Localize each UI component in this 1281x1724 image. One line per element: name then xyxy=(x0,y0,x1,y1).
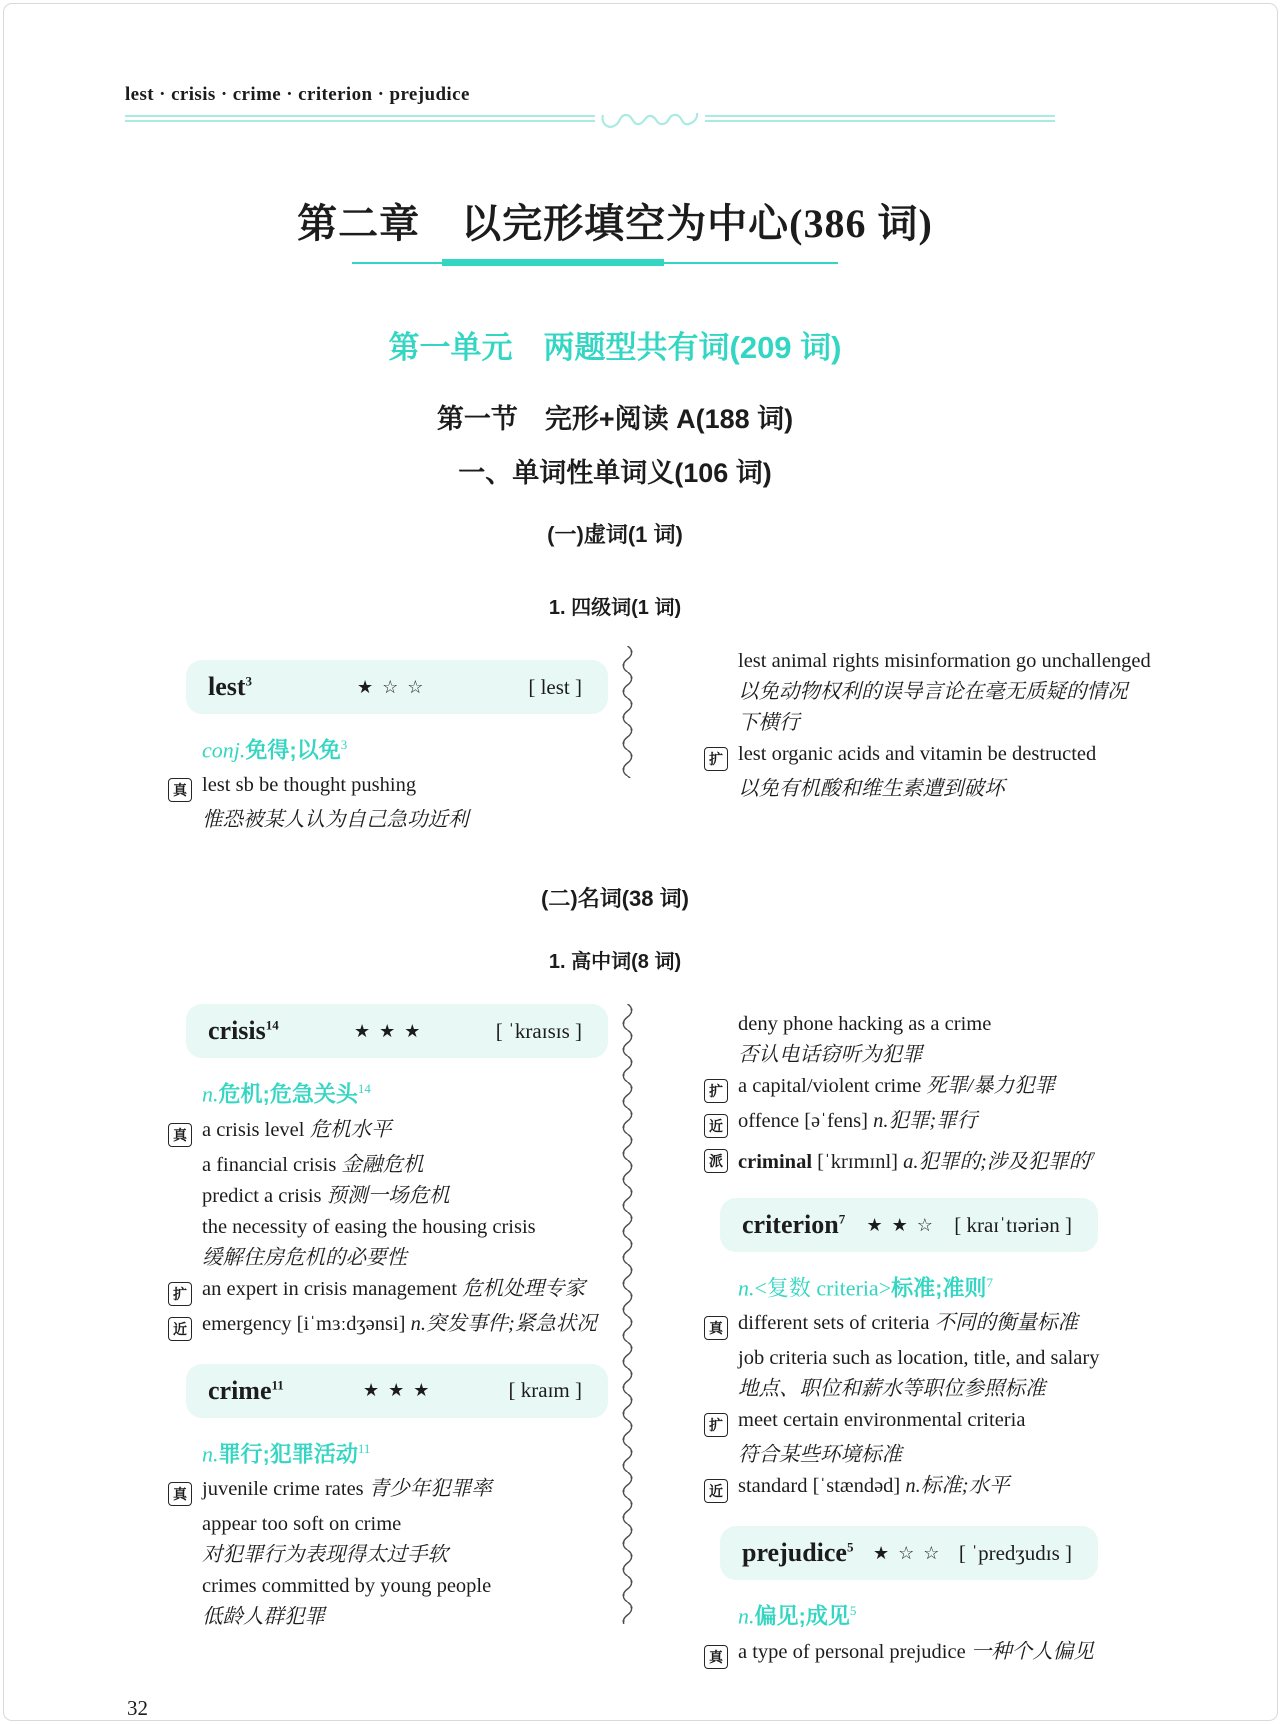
definition-superscript: 3 xyxy=(340,737,348,752)
nouns-right-column xyxy=(648,1004,1164,1671)
frequency-superscript: 14 xyxy=(265,1017,279,1033)
example-line xyxy=(704,1637,1164,1672)
example-line xyxy=(704,1040,1164,1071)
example-english: juvenile crime rates xyxy=(202,1477,369,1500)
definition-chinese: 偏见;成见 xyxy=(754,1603,850,1629)
example-chinese: 金融危机 xyxy=(341,1153,424,1176)
example-english: [ˈkrɪmɪnl] xyxy=(812,1151,904,1174)
example-text xyxy=(202,1181,450,1212)
tag-spacer xyxy=(704,1440,738,1471)
example-line xyxy=(704,1440,1164,1471)
pos-abbreviation: conj. xyxy=(202,737,246,763)
example-text xyxy=(202,1571,491,1602)
noun-section-headings xyxy=(125,882,1105,974)
example-chinese: 犯罪的;涉及犯罪的 xyxy=(918,1151,1090,1174)
example-line xyxy=(704,1405,1164,1440)
phonetic-transcription: [ ˈpredʒudɪs ] xyxy=(958,1540,1072,1565)
example-line xyxy=(168,770,608,805)
real-exam-tag-icon: 真 xyxy=(168,1482,192,1506)
definition-chinese: 罪行;犯罪活动 xyxy=(218,1440,358,1466)
definition-superscript: 7 xyxy=(986,1275,993,1291)
headword-text: crime xyxy=(208,1375,272,1405)
column-divider xyxy=(608,646,648,778)
example-chinese: 惟恐被某人认为自己急功近利 xyxy=(202,809,469,832)
page-number: 32 xyxy=(127,1695,148,1720)
example-line xyxy=(168,1509,608,1540)
example-line xyxy=(168,1115,608,1150)
star-rating: ★☆☆ xyxy=(356,676,433,697)
tag-spacer xyxy=(168,1509,202,1540)
column-divider xyxy=(608,1004,648,1624)
word-card-prejudice xyxy=(720,1526,1098,1580)
level-heading-cet4: 1. 四级词(1 词) xyxy=(548,597,682,619)
frequency-superscript: 11 xyxy=(271,1377,284,1392)
tag-column xyxy=(168,1474,202,1509)
example-english: lest sb be thought pushing xyxy=(202,774,417,797)
inline-pos: a. xyxy=(903,1151,919,1174)
headword xyxy=(742,1538,853,1568)
word-card-crisis xyxy=(186,1004,608,1058)
tag-spacer xyxy=(168,1181,202,1212)
tag-spacer xyxy=(168,1243,202,1274)
tag-column xyxy=(168,770,202,805)
example-line xyxy=(704,1343,1164,1374)
example-english: appear too soft on crime xyxy=(202,1512,402,1535)
example-text xyxy=(738,1374,1046,1405)
example-text xyxy=(202,1115,392,1150)
tag-spacer xyxy=(704,677,738,708)
example-line xyxy=(704,1009,1164,1040)
tag-spacer xyxy=(704,1009,738,1040)
headword-text: prejudice xyxy=(742,1538,847,1568)
frequency-superscript: 3 xyxy=(245,673,253,689)
pos-abbreviation: n. xyxy=(738,1275,755,1301)
example-english: the necessity of easing the housing crisis xyxy=(202,1215,536,1238)
expand-tag-icon: 扩 xyxy=(704,747,728,771)
pos-definition-line xyxy=(738,1268,1164,1303)
example-english: lest organic acids and vitamin be destructed xyxy=(738,743,1097,765)
plural-note: <复数 criteria> xyxy=(754,1275,892,1301)
definition-chinese: 免得;以免 xyxy=(245,737,341,763)
headword-text: criterion xyxy=(742,1210,839,1240)
tag-column xyxy=(168,1274,202,1309)
lest-entry-section xyxy=(168,646,1281,836)
definition-chinese: 危机;危急关头 xyxy=(218,1081,358,1107)
pos-abbreviation: n. xyxy=(202,1081,219,1107)
example-text xyxy=(202,1309,597,1344)
section-title: 第一节 完形+阅读 A(188 词) xyxy=(436,404,794,434)
example-text xyxy=(738,1040,923,1071)
derivative-tag-icon: 派 xyxy=(704,1149,728,1173)
example-line xyxy=(704,1071,1164,1106)
tag-column xyxy=(704,1405,738,1440)
pos-definition-line xyxy=(202,1434,608,1469)
star-rating: ★★★ xyxy=(354,1020,430,1041)
phonetic-transcription: [ kraɪm ] xyxy=(508,1378,582,1403)
nouns-left-column xyxy=(168,1004,608,1633)
example-line xyxy=(704,1106,1164,1141)
example-chinese: 下横行 xyxy=(738,712,800,734)
example-chinese: 青少年犯罪率 xyxy=(368,1477,492,1500)
tag-column xyxy=(704,1106,738,1141)
example-line xyxy=(168,1212,608,1243)
example-text xyxy=(202,1274,585,1309)
example-chinese: 缓解住房危机的必要性 xyxy=(202,1246,407,1269)
word-card-crime xyxy=(186,1364,608,1418)
example-line xyxy=(704,677,1164,708)
example-chinese: 以免动物权利的误导言论在毫无质疑的情况 xyxy=(738,681,1128,703)
chapter-title: 第二章 以完形填空为中心(386 词) xyxy=(297,201,933,246)
tag-column xyxy=(704,1637,738,1672)
example-line xyxy=(704,1374,1164,1405)
definition-superscript: 7 xyxy=(1089,1149,1096,1164)
headword xyxy=(742,1210,845,1240)
example-english: an expert in crisis management xyxy=(202,1277,463,1300)
example-chinese: 危机处理专家 xyxy=(462,1277,586,1300)
subsection-title: 一、单词性单词义(106 词) xyxy=(458,458,772,488)
example-line xyxy=(168,1474,608,1509)
tag-spacer xyxy=(704,1343,738,1374)
example-line xyxy=(168,1274,608,1309)
phonetic-transcription: [ ˈkraɪsɪs ] xyxy=(495,1018,582,1043)
star-rating: ★★☆ xyxy=(866,1214,942,1235)
headword-text: lest xyxy=(208,672,246,701)
example-line xyxy=(168,1571,608,1602)
real-exam-tag-icon: 真 xyxy=(168,1123,192,1147)
example-chinese: 死罪/暴力犯罪 xyxy=(926,1075,1056,1098)
derived-word: criminal xyxy=(738,1151,813,1174)
example-chinese: 标准;水平 xyxy=(920,1475,1010,1498)
header-divider-rule xyxy=(125,115,1055,122)
word-card-criterion xyxy=(720,1198,1098,1252)
example-line xyxy=(704,646,1164,677)
tag-spacer xyxy=(704,1040,738,1071)
tag-spacer xyxy=(168,1602,202,1633)
pos-definition-line xyxy=(202,1074,608,1109)
tag-column xyxy=(168,1309,202,1344)
example-english: predict a crisis xyxy=(202,1184,327,1207)
example-english: meet certain environmental criteria xyxy=(738,1409,1026,1432)
example-line xyxy=(168,1181,608,1212)
example-chinese: 符合某些环境标准 xyxy=(738,1444,902,1467)
tag-column xyxy=(704,1471,738,1506)
pos-definition-line xyxy=(202,730,608,765)
tag-column xyxy=(168,1115,202,1150)
definition-superscript: 11 xyxy=(357,1440,371,1456)
example-text xyxy=(738,739,1096,774)
example-text xyxy=(202,805,469,836)
example-text xyxy=(202,1602,325,1633)
expand-tag-icon: 扩 xyxy=(704,1079,728,1103)
example-text xyxy=(738,1009,991,1040)
example-english: a capital/violent crime xyxy=(738,1075,927,1098)
tag-column xyxy=(704,1141,738,1178)
tag-column xyxy=(704,1308,738,1343)
star-rating: ★★★ xyxy=(362,1380,439,1401)
pos-definition-line xyxy=(738,1596,1164,1631)
tag-spacer xyxy=(168,1540,202,1571)
example-english: a crisis level xyxy=(202,1118,310,1141)
group-heading-function-words: (一)虚词(1 词) xyxy=(547,522,683,547)
tag-spacer xyxy=(168,1150,202,1181)
level-heading-highschool: 1. 高中词(8 词) xyxy=(548,951,682,974)
lest-right-column xyxy=(648,646,1164,805)
example-line xyxy=(704,1308,1164,1343)
example-chinese: 对犯罪行为表现得太过手软 xyxy=(202,1543,448,1566)
example-english: job criteria such as location, title, and salary xyxy=(738,1347,1100,1370)
example-text xyxy=(738,646,1151,677)
example-text xyxy=(202,1212,536,1243)
real-exam-tag-icon: 真 xyxy=(704,1316,728,1340)
squiggle-divider-icon xyxy=(621,646,635,778)
example-chinese: 突发事件;紧急状况 xyxy=(425,1312,597,1335)
expand-tag-icon: 扩 xyxy=(704,1413,728,1437)
example-line xyxy=(168,1540,608,1571)
running-head-words: lest · crisis · crime · criterion · prejudice xyxy=(125,84,470,105)
headword xyxy=(208,672,252,702)
synonym-tag-icon: 近 xyxy=(704,1114,728,1138)
unit-title: 第一单元 两题型共有词(209 词) xyxy=(388,330,842,365)
frequency-superscript: 7 xyxy=(838,1211,846,1227)
headword xyxy=(208,1376,284,1406)
example-text xyxy=(202,1243,407,1274)
example-text xyxy=(738,1343,1099,1374)
example-text xyxy=(738,1440,902,1471)
tag-spacer xyxy=(704,646,738,677)
example-chinese: 犯罪;罪行 xyxy=(888,1110,978,1133)
example-chinese: 地点、职位和薪水等职位参照标准 xyxy=(738,1378,1046,1401)
definition-chinese: 标准;准则 xyxy=(891,1275,987,1301)
example-chinese: 危机水平 xyxy=(309,1118,392,1141)
example-line xyxy=(168,1602,608,1633)
tag-spacer xyxy=(168,1571,202,1602)
example-line xyxy=(168,805,608,836)
example-text xyxy=(202,1540,448,1571)
example-english: emergency [iˈmɜːdʒənsi] xyxy=(202,1312,411,1335)
example-text xyxy=(738,1071,1055,1106)
example-chinese: 一种个人偏见 xyxy=(970,1640,1094,1663)
tag-column xyxy=(704,739,738,774)
lest-left-column xyxy=(168,646,608,836)
example-text xyxy=(738,1141,1095,1178)
example-line xyxy=(704,708,1164,739)
tag-spacer xyxy=(168,1212,202,1243)
page-headings xyxy=(125,192,1105,620)
example-english: different sets of criteria xyxy=(738,1312,935,1335)
example-text xyxy=(738,677,1128,708)
example-line xyxy=(704,1141,1164,1178)
synonym-tag-icon: 近 xyxy=(704,1479,728,1503)
example-text xyxy=(738,774,1005,805)
example-english: deny phone hacking as a crime xyxy=(738,1013,992,1036)
decorative-curl-icon xyxy=(595,105,705,135)
example-text xyxy=(202,1474,492,1509)
tag-spacer xyxy=(704,708,738,739)
word-card-lest xyxy=(186,660,608,714)
tag-spacer xyxy=(704,1374,738,1405)
inline-pos: n. xyxy=(873,1110,889,1133)
inline-pos: n. xyxy=(905,1475,921,1498)
example-text xyxy=(738,1405,1025,1440)
example-text xyxy=(202,1509,401,1540)
example-chinese: 否认电话窃听为犯罪 xyxy=(738,1044,923,1067)
example-line xyxy=(704,739,1164,774)
squiggle-divider-icon xyxy=(621,1004,635,1624)
example-line xyxy=(168,1309,608,1344)
example-chinese: 预测一场危机 xyxy=(326,1184,450,1207)
example-text xyxy=(738,1471,1010,1506)
tag-column xyxy=(704,1071,738,1106)
frequency-superscript: 5 xyxy=(846,1539,854,1555)
example-chinese: 以免有机酸和维生素遭到破坏 xyxy=(738,778,1005,800)
real-exam-tag-icon: 真 xyxy=(704,1645,728,1669)
example-english: lest animal rights misinformation go unchallenged xyxy=(738,650,1151,672)
underline-thick xyxy=(442,259,664,266)
example-text xyxy=(738,1637,1094,1672)
headword-text: crisis xyxy=(208,1016,266,1046)
example-english: a financial crisis xyxy=(202,1153,342,1176)
expand-tag-icon: 扩 xyxy=(168,1282,192,1306)
star-rating: ★☆☆ xyxy=(872,1542,949,1563)
chapter-title-underline xyxy=(352,259,838,266)
example-english: crimes committed by young people xyxy=(202,1574,492,1597)
example-english: a type of personal prejudice xyxy=(738,1640,971,1663)
pos-abbreviation: n. xyxy=(202,1440,219,1466)
real-exam-tag-icon: 真 xyxy=(168,778,192,802)
example-chinese: 不同的衡量标准 xyxy=(934,1312,1079,1335)
synonym-tag-icon: 近 xyxy=(168,1317,192,1341)
example-line xyxy=(704,1471,1164,1506)
example-line xyxy=(168,1150,608,1181)
noun-entries-section xyxy=(168,1004,1281,1671)
inline-pos: n. xyxy=(410,1312,426,1335)
phonetic-transcription: [ lest ] xyxy=(528,674,582,699)
group-heading-nouns: (二)名词(38 词) xyxy=(541,886,689,912)
example-text xyxy=(202,770,416,805)
phonetic-transcription: [ kraɪˈtɪəriən ] xyxy=(954,1212,1072,1237)
pos-abbreviation: n. xyxy=(738,1603,755,1629)
running-head xyxy=(125,0,1055,122)
example-line xyxy=(704,774,1164,805)
example-text xyxy=(738,708,800,739)
definition-superscript: 5 xyxy=(849,1603,857,1619)
tag-spacer xyxy=(704,774,738,805)
example-english: standard [ˈstændəd] xyxy=(738,1475,906,1498)
tag-spacer xyxy=(168,805,202,836)
example-line xyxy=(168,1243,608,1274)
headword xyxy=(208,1016,279,1046)
example-text xyxy=(738,1308,1078,1343)
example-english: offence [əˈfens] xyxy=(738,1110,874,1133)
example-text xyxy=(738,1106,977,1141)
example-text xyxy=(202,1150,423,1181)
definition-superscript: 14 xyxy=(357,1081,371,1097)
example-chinese: 低龄人群犯罪 xyxy=(202,1605,325,1628)
